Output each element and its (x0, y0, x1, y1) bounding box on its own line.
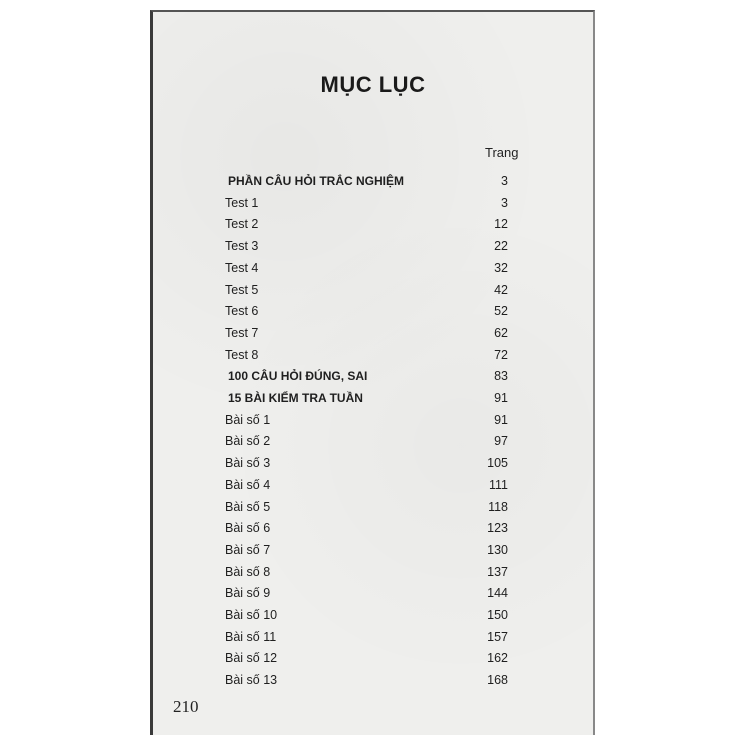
toc-entry-label: Bài số 8 (225, 564, 271, 579)
toc-page-number: 22 (494, 239, 508, 254)
toc-entry-label: Bài số 13 (225, 673, 278, 688)
toc-entry (153, 586, 593, 606)
toc-entry-label: Test 7 (225, 325, 259, 340)
toc-page-number: 32 (494, 260, 508, 275)
toc-entry-label: Test 2 (225, 217, 259, 232)
toc-page-number: 3 (501, 195, 508, 210)
toc-page-number: 162 (487, 651, 508, 666)
toc-entry-label: Bài số 2 (225, 434, 271, 449)
toc-entry-label: Bài số 3 (225, 456, 271, 471)
table-of-contents (153, 12, 593, 735)
toc-entry (153, 239, 593, 259)
toc-page-number: 157 (487, 629, 508, 644)
toc-entry (153, 283, 593, 303)
toc-entry-label: Bài số 5 (225, 499, 271, 514)
toc-page-number: 130 (487, 542, 508, 557)
toc-entry-label: Bài số 9 (225, 586, 271, 601)
page-title: MỤC LỤC (320, 72, 426, 97)
page-number: 210 (173, 697, 199, 716)
toc-entry (153, 413, 593, 433)
toc-entry-label: Test 4 (225, 260, 259, 275)
page-column-header: Trang (485, 145, 519, 160)
toc-entry (153, 500, 593, 520)
toc-page-number: 97 (494, 434, 508, 449)
toc-page-number: 111 (488, 477, 508, 492)
toc-page-number: 91 (494, 391, 508, 405)
toc-entry (153, 651, 593, 671)
toc-entry-label: Test 3 (225, 239, 259, 254)
toc-entry-label: Bài số 1 (225, 412, 271, 427)
toc-page-number: 62 (494, 325, 508, 340)
toc-entry (153, 565, 593, 585)
toc-page-number: 144 (487, 586, 508, 601)
toc-page-number: 150 (487, 608, 508, 622)
toc-entry (153, 391, 593, 411)
toc-entry-label: Test 6 (225, 304, 259, 319)
toc-page-number: 72 (494, 347, 508, 362)
toc-page-number: 105 (487, 456, 508, 471)
book-page (150, 10, 595, 735)
toc-entry-label: Bài số 11 (225, 629, 277, 644)
toc-page-number: 52 (494, 304, 508, 319)
toc-entry (153, 543, 593, 563)
toc-section-label: PHẦN CÂU HỎI TRẮC NGHIỆM (228, 174, 404, 188)
toc-page-number: 123 (487, 521, 508, 536)
toc-entry-label: Bài số 6 (225, 521, 271, 536)
toc-section-label: 100 CÂU HỎI ĐÚNG, SAI (228, 369, 368, 384)
toc-entry (153, 434, 593, 454)
toc-entry (153, 630, 593, 650)
toc-entry (153, 348, 593, 368)
toc-entry-label: Test 1 (225, 195, 259, 210)
toc-entry (153, 174, 593, 194)
toc-entry (153, 478, 593, 498)
toc-page-number: 3 (501, 174, 508, 188)
toc-page-number: 118 (488, 499, 508, 514)
toc-entry (153, 304, 593, 324)
toc-entry (153, 261, 593, 281)
toc-page-number: 91 (494, 412, 508, 427)
toc-entry-label: Bài số 7 (225, 542, 271, 557)
toc-page-number: 137 (487, 564, 508, 579)
toc-entry-label: Test 5 (225, 282, 259, 297)
toc-entry (153, 326, 593, 346)
toc-entry-label: Test 8 (225, 347, 259, 362)
toc-page-number: 168 (487, 673, 508, 688)
toc-entry (153, 217, 593, 237)
toc-page-number: 42 (494, 282, 508, 297)
toc-entry-label: Bài số 12 (225, 651, 278, 666)
toc-section-label: 15 BÀI KIỂM TRA TUẦN (228, 391, 363, 405)
toc-entry (153, 196, 593, 216)
toc-entry (153, 608, 593, 628)
toc-entry (153, 456, 593, 476)
toc-entry (153, 369, 593, 389)
toc-entry (153, 521, 593, 541)
toc-page-number: 83 (494, 369, 508, 384)
toc-entry-label: Bài số 10 (225, 608, 278, 622)
toc-entry (153, 673, 593, 693)
toc-page-number: 12 (494, 217, 508, 232)
toc-entry-label: Bài số 4 (225, 477, 271, 492)
